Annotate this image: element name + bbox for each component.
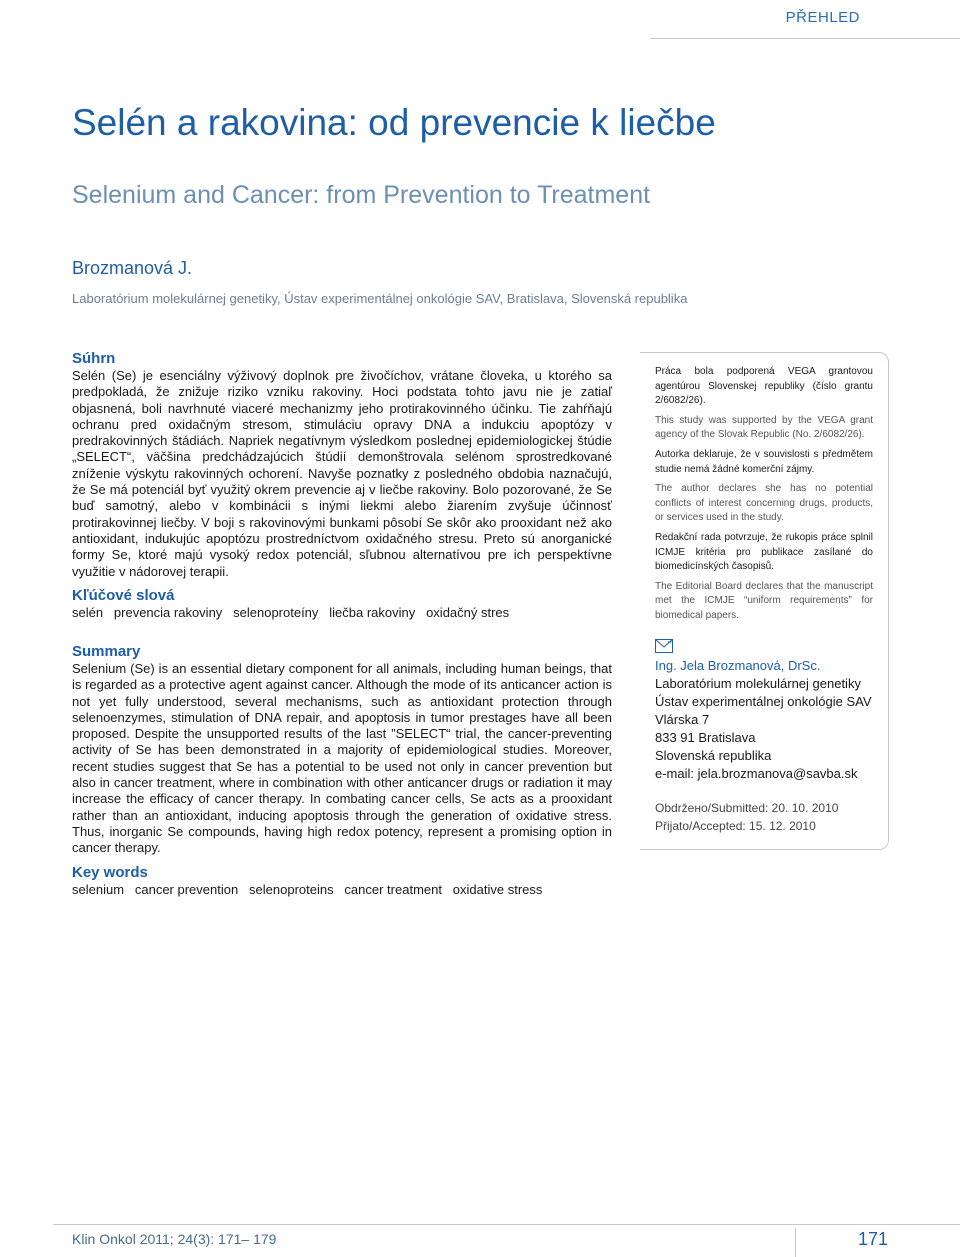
contact-city: 833 91 Bratislava bbox=[655, 730, 756, 745]
contact-email[interactable]: e-mail: jela.brozmanova@savba.sk bbox=[655, 766, 858, 781]
info-sidebar bbox=[640, 352, 889, 850]
page-number: 171 bbox=[857, 1229, 888, 1249]
grant-note-en: This study was supported by the VEGA grant agency of the Slovak Republic (No. 2/6082/26). bbox=[655, 414, 873, 441]
sidebar-notes bbox=[655, 365, 873, 629]
header-rule bbox=[650, 38, 960, 39]
abstract-en-heading: Summary bbox=[72, 643, 141, 660]
accepted-date: Přijato/Accepted: 15. 12. 2010 bbox=[655, 819, 816, 833]
abstract-en-text: Selenium (Se) is an essential dietary component for all animals, including human beings, that is regarded as a protective agent against cancer. Although the mode of its anticancer action is not yet fully understood, several mechanisms, such as antioxidant protection through selenoenzymes, stimulation of DNA repair, and apoptosis in tumor prestages have all been proposed. Despite the unsupported results of the last ”SELECT“ trial, the cancer-preventing activity of Se has been demonstrated in a majority of epidemiological studies. Moreover, recent studies suggest that Se has a potential to be used not only in cancer prevention but also in cancer treatment, where in combination with other anticancer drugs or radiation it may increase the efficacy of cancer therapy. In combating cancer cells, Se acts as a prooxidant rather than an antioxidant, inducing apoptosis through the generation of oxidative stress. Thus, inorganic Se compounds, having high redox potency, represent a promising option in cancer therapy. bbox=[72, 661, 612, 856]
submitted-date: Obdržено/Submitted: 20. 10. 2010 bbox=[655, 801, 839, 815]
abstract-en bbox=[72, 643, 612, 857]
keywords-sk bbox=[72, 587, 612, 621]
keywords-sk-text: selén prevencia rakoviny selenoproteíny liečba rakoviny oxidačný stres bbox=[72, 605, 510, 620]
coi-note-en: The author declares she has no potential conflicts of interest concerning drugs, products, or services used in the study. bbox=[655, 483, 873, 524]
article-subtitle: Selenium and Cancer: from Prevention to Treatment bbox=[72, 181, 651, 209]
contact-address bbox=[655, 657, 880, 783]
contact-lab: Laboratórium molekulárnej genetiky bbox=[655, 676, 861, 691]
envelope-icon bbox=[655, 639, 673, 653]
contact-country: Slovenská republika bbox=[655, 748, 772, 763]
footer-separator bbox=[795, 1228, 796, 1257]
section-label: PŘEHLED bbox=[785, 9, 860, 26]
contact-street: Vlárska 7 bbox=[655, 712, 710, 727]
icmje-note-cz: Redakční rada potvrzuje, že rukopis práce splnil ICMJE kritéria pro publikace zasílané do biomedicínských časopisů. bbox=[655, 531, 873, 573]
contact-institute: Ústav experimentálnej onkológie SAV bbox=[655, 694, 872, 709]
abstract-sk bbox=[72, 350, 612, 580]
article-dates bbox=[655, 799, 880, 835]
keywords-en-text: selenium cancer prevention selenoproteins cancer treatment oxidative stress bbox=[72, 882, 543, 897]
coi-note-cz: Autorka deklaruje, že v souvislosti s předmětem studie nemá žádné komerční zájmy. bbox=[655, 448, 873, 475]
footer-citation: Klin Onkol 2011; 24(3): 171– 179 bbox=[72, 1231, 277, 1247]
icmje-note-en: The Editorial Board declares that the manuscript met the ICMJE “uniform requirements” for biomedical papers. bbox=[655, 580, 873, 621]
author-affiliation: Laboratórium molekulárnej genetiky, Ústav experimentálnej onkológie SAV, Bratislava, Slovenská republika bbox=[72, 291, 688, 306]
contact-name: Ing. Jela Brozmanová, DrSc. bbox=[655, 658, 821, 673]
abstract-sk-heading: Súhrn bbox=[72, 350, 116, 367]
grant-note-sk: Práca bola podporená VEGA grantovou agentúrou Slovenskej republiky (číslo grantu 2/6082/26). bbox=[655, 366, 873, 407]
keywords-en-heading: Key words bbox=[72, 864, 148, 881]
article-title: Selén a rakovina: od prevencie k liečbe bbox=[72, 102, 716, 143]
abstract-sk-text: Selén (Se) je esenciálny výživový doplnok pre živočíchov, vrátane človeka, u ktorého sa predpokladá, že znižuje riziko vzniku rakoviny. Hoci podstata tohto javu nie je zatiaľ objasnená, boli navrhnuté viaceré mechanizmy jeho protirakovinného účinku. Tie zahŕňajú ochranu pred oxidačným stresom, stimuláciu opravy DNA a indukciu apoptózy v predrakovinných štádiách. Napriek negatívnym výsledkom poslednej epidemiologickej štúdie „SELECT“, väčšina predchádzajúcich štúdií demonštrovala selénom sprostredkované zníženie výskytu rakovinných ochorení. Navyše poznatky z posledného obdobia naznačujú, že Se má potenciál byť využitý okrem prevencie aj v liečbe rakoviny. Bolo pozorované, že Se buď samotný, alebo v kombinácii s inými liekmi alebo žiarením zvyšuje účinnosť protirakovinnej liečby. V boji s rakovinovými bunkami pôsobí Se skôr ako prooxidant než ako antioxidant, indukujúc apoptózu prostredníctvom oxidačného stresu. Preto sú anorganické formy Se, ktoré majú vysoký redox potenciál, sľubnou alternatívou pre ich perspektívne využitie v nádorovej terapii. bbox=[72, 368, 612, 579]
keywords-sk-heading: Kľúčové slová bbox=[72, 587, 175, 604]
footer-rule bbox=[53, 1224, 960, 1225]
author-name: Brozmanová J. bbox=[72, 258, 193, 278]
keywords-en bbox=[72, 864, 612, 898]
